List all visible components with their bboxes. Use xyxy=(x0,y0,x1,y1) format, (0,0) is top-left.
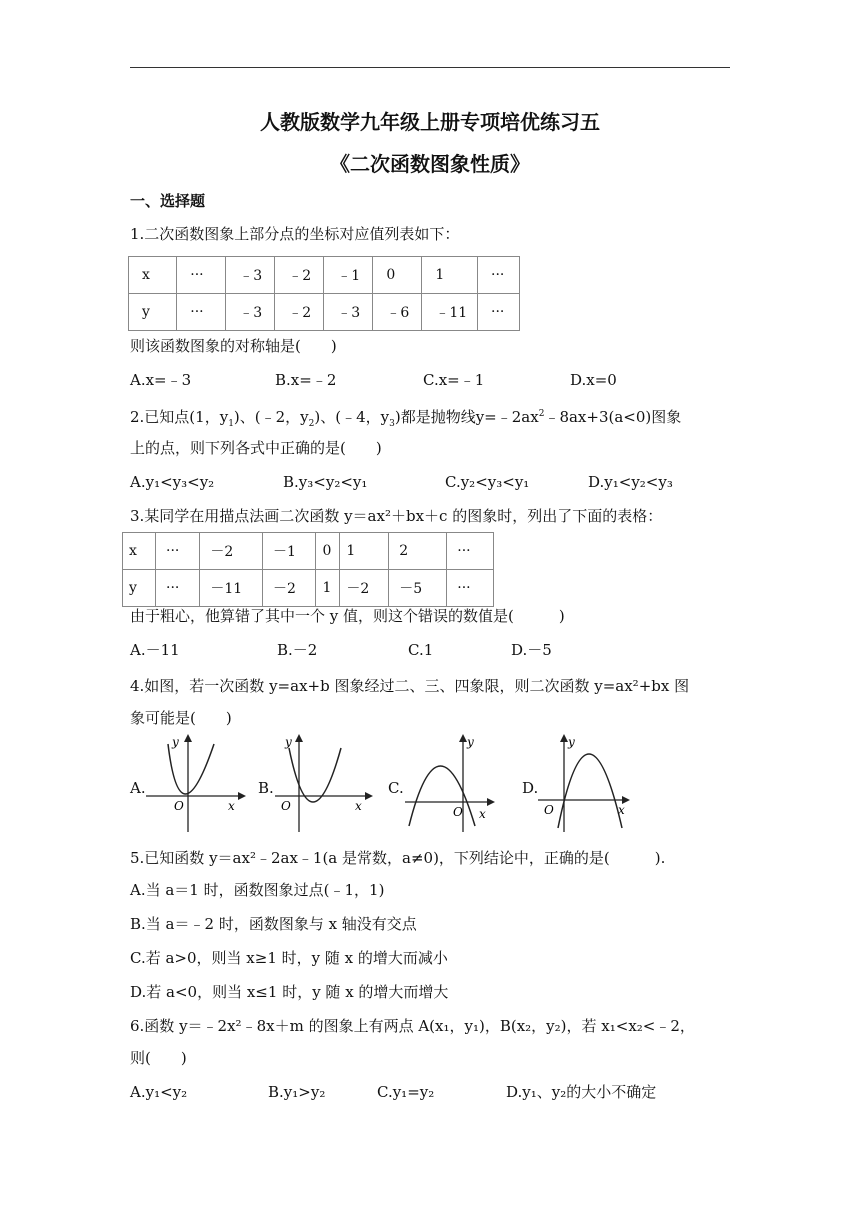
table-cell: ··· xyxy=(177,294,226,331)
table-cell: ··· xyxy=(156,570,200,607)
x-axis-arrow xyxy=(487,798,495,806)
graph-d xyxy=(538,732,638,834)
q3-option-b: B.－2 xyxy=(277,641,318,659)
q4-label-d: D. xyxy=(522,779,539,797)
q3-option-d: D.－5 xyxy=(511,641,552,659)
y-axis-label: y xyxy=(172,735,179,749)
table-cell: ··· xyxy=(478,294,520,331)
q6-option-c: C.y₁=y₂ xyxy=(377,1083,435,1101)
table-cell: 0 xyxy=(316,533,340,570)
parabola xyxy=(168,744,214,794)
q2-option-a: A.y₁<y₃<y₂ xyxy=(130,473,215,491)
parabola xyxy=(558,754,622,828)
table-cell: x xyxy=(129,257,177,294)
table-row xyxy=(123,533,494,570)
table-cell: ﹣6 xyxy=(373,294,422,331)
table-cell: 1 xyxy=(316,570,340,607)
table-cell: ﹣3 xyxy=(324,294,373,331)
q1-option-d: D.x=0 xyxy=(570,371,617,389)
y-axis-label: y xyxy=(568,735,575,749)
table-cell: ··· xyxy=(177,257,226,294)
q6-stem: 6.函数 y＝﹣2x²﹣8x＋m 的图象上有两点 A(x₁，y₁)，B(x₂，y₂)，若 x₁<x₂<﹣2， xyxy=(130,1017,695,1035)
table-cell: 0 xyxy=(373,257,422,294)
table-cell: －2 xyxy=(262,570,315,607)
table-cell: ··· xyxy=(447,570,494,607)
table-cell: ﹣3 xyxy=(226,257,275,294)
q6-stem-2: 则( ) xyxy=(130,1049,187,1067)
table-cell: ﹣11 xyxy=(422,294,478,331)
origin-label: O xyxy=(453,805,463,819)
table-cell: y xyxy=(129,294,177,331)
q1-ask: 则该函数图象的对称轴是( ) xyxy=(130,337,337,355)
q5-option-a: A.当 a＝1 时，函数图象过点(﹣1，1) xyxy=(130,881,385,899)
q2-option-c: C.y₂<y₃<y₁ xyxy=(445,473,530,491)
parabola xyxy=(409,766,475,826)
table-cell: 2 xyxy=(389,533,447,570)
table-cell: －11 xyxy=(200,570,263,607)
graph-b xyxy=(275,732,375,834)
y-axis-label: y xyxy=(467,735,474,749)
q2-option-d: D.y₁<y₂<y₃ xyxy=(588,473,673,491)
q2-stem: 2.已知点(1，$y_1$)、(﹣2，$y_2$)、(﹣4，$y_3$)都是抛物线$y=﹣2ax^2﹣8ax+3(a<0)$图象 xyxy=(130,408,682,429)
table-cell: x xyxy=(123,533,156,570)
x-axis-label: x xyxy=(228,799,235,813)
header-rule xyxy=(130,67,730,68)
q2-option-b: B.y₃<y₂<y₁ xyxy=(283,473,368,491)
q5-option-b: B.当 a＝﹣2 时，函数图象与 x 轴没有交点 xyxy=(130,915,417,933)
q5-stem: 5.已知函数 y＝ax²﹣2ax﹣1(a 是常数，a≠0)，下列结论中，正确的是( ). xyxy=(130,849,666,867)
q5-option-c: C.若 a>0，则当 x≥1 时，y 随 x 的增大而减小 xyxy=(130,949,448,967)
table-cell: 1 xyxy=(340,533,389,570)
table-row xyxy=(129,257,520,294)
q2-stem-part: )、(﹣2，y xyxy=(233,408,309,426)
q3-option-a: A.－11 xyxy=(130,641,180,659)
y-axis-arrow xyxy=(459,734,467,742)
q1-option-a: A.x=﹣3 xyxy=(130,371,192,389)
section-heading: 一、选择题 xyxy=(130,192,206,210)
q5-option-d: D.若 a<0，则当 x≤1 时，y 随 x 的增大而增大 xyxy=(130,983,449,1001)
q2-stem-2: 上的点，则下列各式中正确的是( ) xyxy=(130,439,382,457)
x-axis-arrow xyxy=(238,792,246,800)
y-axis-arrow xyxy=(560,734,568,742)
table-cell: －2 xyxy=(340,570,389,607)
origin-label: O xyxy=(281,799,291,813)
x-axis-arrow xyxy=(365,792,373,800)
page-title: 人教版数学九年级上册专项培优练习五 xyxy=(260,110,600,134)
q2-stem-part: )都是抛物线y=﹣2ax xyxy=(394,408,539,426)
origin-label: O xyxy=(174,799,184,813)
table-cell: －5 xyxy=(389,570,447,607)
table-cell: ··· xyxy=(447,533,494,570)
q4-label-a: A. xyxy=(130,779,146,797)
table-cell: ··· xyxy=(156,533,200,570)
y-axis-label: y xyxy=(285,735,292,749)
x-axis-label: x xyxy=(618,803,625,817)
q3-option-c: C.1 xyxy=(408,641,434,659)
x-axis-label: x xyxy=(355,799,362,813)
q6-option-d: D.y₁、y₂的大小不确定 xyxy=(506,1083,657,1101)
page-subtitle: 《二次函数图象性质》 xyxy=(330,152,530,176)
q1-table xyxy=(128,256,520,331)
q3-stem: 3.某同学在用描点法画二次函数 y＝ax²＋bx＋c 的图象时，列出了下面的表格： xyxy=(130,507,663,525)
graph-a xyxy=(146,732,246,834)
table-row xyxy=(129,294,520,331)
q2-stem-part: 2.已知点(1，y xyxy=(130,408,229,426)
table-cell: ﹣2 xyxy=(275,294,324,331)
origin-label: O xyxy=(544,803,554,817)
q1-option-b: B.x=﹣2 xyxy=(275,371,337,389)
table-cell: －2 xyxy=(200,533,263,570)
q2-stem-part: )、(﹣4，y xyxy=(314,408,390,426)
table-cell: y xyxy=(123,570,156,607)
graph-c xyxy=(405,732,505,834)
q4-label-c: C. xyxy=(388,779,404,797)
table-cell: ﹣3 xyxy=(226,294,275,331)
q3-ask: 由于粗心，他算错了其中一个 y 值，则这个错误的数值是( ) xyxy=(130,607,565,625)
table-row xyxy=(123,570,494,607)
table-cell: ﹣1 xyxy=(324,257,373,294)
x-axis-label: x xyxy=(479,807,486,821)
table-cell: －1 xyxy=(262,533,315,570)
y-axis-arrow xyxy=(295,734,303,742)
table-cell: 1 xyxy=(422,257,478,294)
q4-stem-2: 象可能是( ) xyxy=(130,709,232,727)
q1-stem: 1.二次函数图象上部分点的坐标对应值列表如下： xyxy=(130,225,460,243)
q4-label-b: B. xyxy=(258,779,274,797)
parabola xyxy=(289,748,341,802)
y-axis-arrow xyxy=(184,734,192,742)
table-cell: ﹣2 xyxy=(275,257,324,294)
q1-option-c: C.x=﹣1 xyxy=(423,371,485,389)
q6-option-a: A.y₁<y₂ xyxy=(130,1083,188,1101)
q6-option-b: B.y₁>y₂ xyxy=(268,1083,326,1101)
q3-table xyxy=(122,532,494,607)
q2-stem-part: ﹣8ax+3(a<0)图象 xyxy=(544,408,682,426)
table-cell: ··· xyxy=(478,257,520,294)
q4-stem: 4.如图，若一次函数 y=ax+b 图象经过二、三、四象限，则二次函数 y=ax²+bx 图 xyxy=(130,677,690,695)
